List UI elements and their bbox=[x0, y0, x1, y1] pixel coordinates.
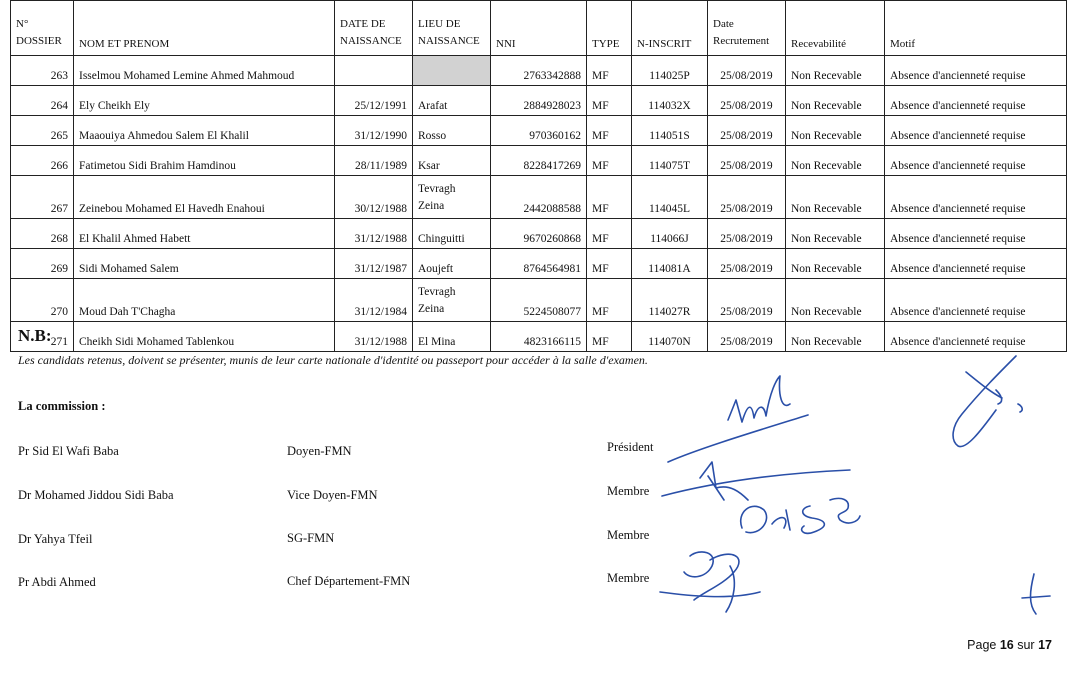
table-row bbox=[11, 56, 1067, 86]
cell-date: 25/08/2019 bbox=[708, 219, 786, 249]
cell-date: 25/08/2019 bbox=[708, 116, 786, 146]
cell-inscrit: 114075T bbox=[632, 146, 708, 176]
header-type: TYPE bbox=[587, 1, 632, 56]
page-prefix: Page bbox=[967, 638, 997, 652]
cell-motif: Absence d'ancienneté requise bbox=[885, 116, 1067, 146]
member-name: Pr Abdi Ahmed bbox=[18, 575, 96, 589]
cell-type: MF bbox=[587, 176, 632, 219]
cell-recevabilite: Non Recevable bbox=[786, 86, 885, 116]
cell-recevabilite: Non Recevable bbox=[786, 146, 885, 176]
cell-pob: Chinguitti bbox=[413, 219, 491, 249]
signature-membre-3 bbox=[660, 552, 760, 612]
cell-recevabilite: Non Recevable bbox=[786, 279, 885, 322]
cell-inscrit: 114032X bbox=[632, 86, 708, 116]
cell-recevabilite: Non Recevable bbox=[786, 322, 885, 352]
member-role: Président bbox=[607, 440, 654, 454]
cell-dob: 31/12/1990 bbox=[335, 116, 413, 146]
signature-president bbox=[668, 376, 808, 462]
cell-pob: Arafat bbox=[413, 86, 491, 116]
cell-dob: 31/12/1988 bbox=[335, 219, 413, 249]
member-name: Dr Mohamed Jiddou Sidi Baba bbox=[18, 488, 174, 502]
cell-name: Isselmou Mohamed Lemine Ahmed Mahmoud bbox=[74, 56, 335, 86]
cell-type: MF bbox=[587, 322, 632, 352]
cell-recevabilite: Non Recevable bbox=[786, 176, 885, 219]
cell-nni: 970360162 bbox=[491, 116, 587, 146]
header-dob: DATE DE NAISSANCE bbox=[335, 1, 413, 56]
cell-recevabilite: Non Recevable bbox=[786, 116, 885, 146]
cell-motif: Absence d'ancienneté requise bbox=[885, 279, 1067, 322]
cell-pob: Aoujeft bbox=[413, 249, 491, 279]
cell-pob: El Mina bbox=[413, 322, 491, 352]
cell-name: Cheikh Sidi Mohamed Tablenkou bbox=[74, 322, 335, 352]
header-inscrit: N-INSCRIT bbox=[632, 1, 708, 56]
cell-dob: 25/12/1991 bbox=[335, 86, 413, 116]
cell-no: 263 bbox=[11, 56, 74, 86]
cell-nni: 8764564981 bbox=[491, 249, 587, 279]
cell-no: 264 bbox=[11, 86, 74, 116]
cell-nni: 2442088588 bbox=[491, 176, 587, 219]
cell-nni: 2884928023 bbox=[491, 86, 587, 116]
cell-inscrit: 114081A bbox=[632, 249, 708, 279]
cell-recevabilite: Non Recevable bbox=[786, 56, 885, 86]
header-pob: LIEU DE NAISSANCE bbox=[413, 1, 491, 56]
cell-dob: 31/12/1988 bbox=[335, 322, 413, 352]
cell-date: 25/08/2019 bbox=[708, 249, 786, 279]
cell-name: Zeinebou Mohamed El Havedh Enahoui bbox=[74, 176, 335, 219]
initial-mark bbox=[1022, 574, 1050, 614]
table-row bbox=[11, 322, 1067, 352]
candidates-table bbox=[10, 0, 1067, 352]
cell-date: 25/08/2019 bbox=[708, 279, 786, 322]
cell-nni: 5224508077 bbox=[491, 279, 587, 322]
cell-type: MF bbox=[587, 56, 632, 86]
cell-type: MF bbox=[587, 116, 632, 146]
cell-no: 270 bbox=[11, 279, 74, 322]
header-nni: NNI bbox=[491, 1, 587, 56]
cell-inscrit: 114025P bbox=[632, 56, 708, 86]
cell-name: Fatimetou Sidi Brahim Hamdinou bbox=[74, 146, 335, 176]
signature-membre-2 bbox=[741, 498, 860, 533]
table-row bbox=[11, 146, 1067, 176]
cell-no: 266 bbox=[11, 146, 74, 176]
cell-name: Maaouiya Ahmedou Salem El Khalil bbox=[74, 116, 335, 146]
cell-nni: 9670260868 bbox=[491, 219, 587, 249]
header-recrutement: Date Recrutement bbox=[708, 1, 786, 56]
cell-no: 267 bbox=[11, 176, 74, 219]
cell-type: MF bbox=[587, 86, 632, 116]
cell-recevabilite: Non Recevable bbox=[786, 249, 885, 279]
member-role: Membre bbox=[607, 528, 650, 542]
member-name: Dr Yahya Tfeil bbox=[18, 532, 93, 546]
nb-text: Les candidats retenus, doivent se présenter, munis de leur carte nationale d'identité ou passeport pour accéder à la salle d'examen. bbox=[18, 353, 648, 367]
cell-inscrit: 114051S bbox=[632, 116, 708, 146]
header-motif: Motif bbox=[885, 1, 1067, 56]
signature-annotation bbox=[953, 356, 1022, 447]
cell-pob bbox=[413, 56, 491, 86]
cell-pob: Tevragh Zeina bbox=[413, 176, 491, 219]
cell-no: 265 bbox=[11, 116, 74, 146]
cell-date: 25/08/2019 bbox=[708, 322, 786, 352]
cell-no: 269 bbox=[11, 249, 74, 279]
member-position: Vice Doyen-FMN bbox=[287, 488, 378, 502]
cell-type: MF bbox=[587, 146, 632, 176]
cell-type: MF bbox=[587, 279, 632, 322]
member-name: Pr Sid El Wafi Baba bbox=[18, 444, 119, 458]
cell-dob: 28/11/1989 bbox=[335, 146, 413, 176]
cell-motif: Absence d'ancienneté requise bbox=[885, 249, 1067, 279]
cell-dob: 31/12/1987 bbox=[335, 249, 413, 279]
cell-pob: Ksar bbox=[413, 146, 491, 176]
cell-nni: 4823166115 bbox=[491, 322, 587, 352]
member-position: SG-FMN bbox=[287, 531, 335, 545]
cell-name: Sidi Mohamed Salem bbox=[74, 249, 335, 279]
cell-motif: Absence d'ancienneté requise bbox=[885, 56, 1067, 86]
table-row bbox=[11, 86, 1067, 116]
table-row bbox=[11, 219, 1067, 249]
table-row bbox=[11, 249, 1067, 279]
cell-type: MF bbox=[587, 219, 632, 249]
cell-name: El Khalil Ahmed Habett bbox=[74, 219, 335, 249]
cell-motif: Absence d'ancienneté requise bbox=[885, 322, 1067, 352]
table-header-row bbox=[11, 1, 1067, 56]
member-position: Chef Département-FMN bbox=[287, 574, 411, 588]
cell-recevabilite: Non Recevable bbox=[786, 219, 885, 249]
cell-type: MF bbox=[587, 249, 632, 279]
cell-nni: 8228417269 bbox=[491, 146, 587, 176]
nb-title: N.B: bbox=[18, 326, 52, 345]
cell-motif: Absence d'ancienneté requise bbox=[885, 219, 1067, 249]
cell-inscrit: 114027R bbox=[632, 279, 708, 322]
cell-dob: 31/12/1984 bbox=[335, 279, 413, 322]
page-number bbox=[967, 638, 1052, 652]
cell-pob: Rosso bbox=[413, 116, 491, 146]
page-current: 16 bbox=[999, 638, 1014, 652]
cell-name: Ely Cheikh Ely bbox=[74, 86, 335, 116]
header-dossier: N° DOSSIER bbox=[11, 1, 74, 56]
member-role: Membre bbox=[607, 571, 650, 585]
commission-title: La commission : bbox=[18, 399, 106, 413]
table-row bbox=[11, 279, 1067, 322]
page-total: 17 bbox=[1038, 638, 1052, 652]
cell-name: Moud Dah T'Chagha bbox=[74, 279, 335, 322]
cell-motif: Absence d'ancienneté requise bbox=[885, 146, 1067, 176]
cell-dob: 30/12/1988 bbox=[335, 176, 413, 219]
cell-nni: 2763342888 bbox=[491, 56, 587, 86]
cell-inscrit: 114066J bbox=[632, 219, 708, 249]
member-role: Membre bbox=[607, 484, 650, 498]
cell-date: 25/08/2019 bbox=[708, 176, 786, 219]
cell-motif: Absence d'ancienneté requise bbox=[885, 176, 1067, 219]
header-name: NOM ET PRENOM bbox=[74, 1, 335, 56]
cell-inscrit: 114070N bbox=[632, 322, 708, 352]
cell-date: 25/08/2019 bbox=[708, 86, 786, 116]
signature-membre-1 bbox=[662, 462, 850, 500]
table-row bbox=[11, 116, 1067, 146]
cell-pob: Tevragh Zeina bbox=[413, 279, 491, 322]
cell-no: 268 bbox=[11, 219, 74, 249]
cell-dob bbox=[335, 56, 413, 86]
member-position: Doyen-FMN bbox=[287, 444, 352, 458]
table-row bbox=[11, 176, 1067, 219]
cell-inscrit: 114045L bbox=[632, 176, 708, 219]
cell-no: 271 bbox=[11, 322, 74, 352]
page-separator: sur bbox=[1017, 638, 1035, 652]
cell-date: 25/08/2019 bbox=[708, 146, 786, 176]
cell-motif: Absence d'ancienneté requise bbox=[885, 86, 1067, 116]
header-recevabilite: Recevabilité bbox=[786, 1, 885, 56]
cell-date: 25/08/2019 bbox=[708, 56, 786, 86]
